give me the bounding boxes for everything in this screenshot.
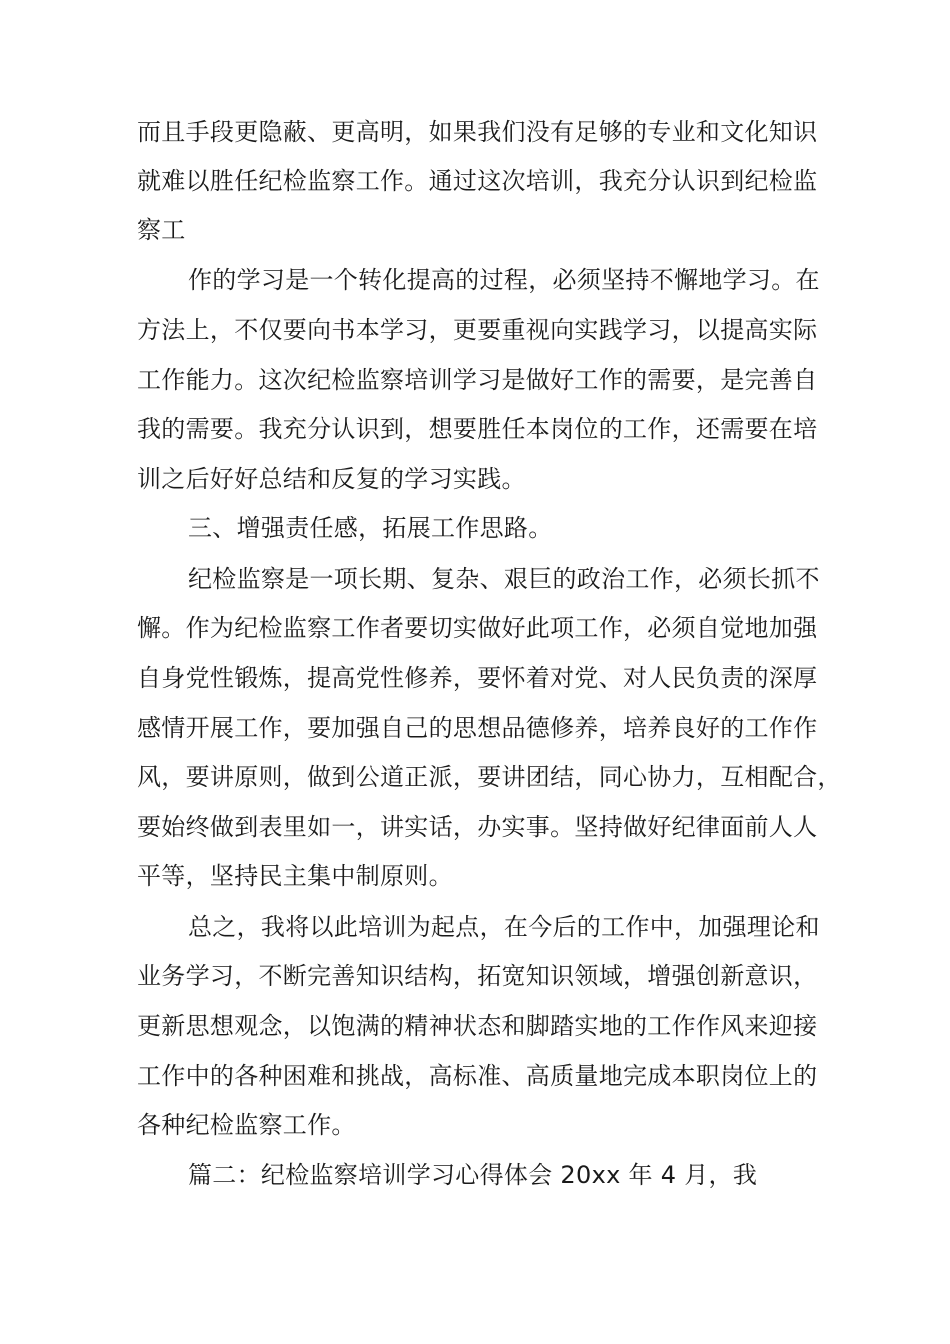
paragraph-line: 训之后好好总结和反复的学习实践。 <box>137 465 526 493</box>
paragraph-line: 风，要讲原则，做到公道正派，要讲团结，同心协力，互相配合， <box>137 763 842 791</box>
section-heading: 三、增强责任感，拓展工作思路。 <box>188 514 553 542</box>
paragraph-line: 更新思想观念，以饱满的精神状态和脚踏实地的工作作风来迎接 <box>137 1012 818 1040</box>
paragraph-line: 总之，我将以此培训为起点，在今后的工作中，加强理论和 <box>188 913 820 941</box>
paragraph-line: 而且手段更隐蔽、更高明，如果我们没有足够的专业和文化知识 <box>137 118 818 146</box>
paragraph-line: 各种纪检监察工作。 <box>137 1111 356 1139</box>
paragraph-line: 感情开展工作，要加强自己的思想品德修养，培养良好的工作作 <box>137 714 818 742</box>
paragraph-line: 工作能力。这次纪检监察培训学习是做好工作的需要，是完善自 <box>137 366 818 394</box>
article-heading: 篇二：纪检监察培训学习心得体会 20xx 年 4 月，我 <box>188 1161 758 1189</box>
paragraph-line: 自身党性锻炼，提高党性修养，要怀着对党、对人民负责的深厚 <box>137 664 818 692</box>
paragraph-line: 方法上，不仅要向书本学习，更要重视向实践学习，以提高实际 <box>137 316 818 344</box>
paragraph-line: 察工 <box>137 216 186 244</box>
paragraph-line: 要始终做到表里如一，讲实话，办实事。坚持做好纪律面前人人 <box>137 813 818 841</box>
paragraph-line: 作的学习是一个转化提高的过程，必须坚持不懈地学习。在 <box>188 266 820 294</box>
paragraph-line: 纪检监察是一项长期、复杂、艰巨的政治工作，必须长抓不 <box>188 565 820 593</box>
paragraph-line: 我的需要。我充分认识到，想要胜任本岗位的工作，还需要在培 <box>137 415 818 443</box>
paragraph-line: 业务学习，不断完善知识结构，拓宽知识领域，增强创新意识， <box>137 962 818 990</box>
paragraph-line: 就难以胜任纪检监察工作。通过这次培训，我充分认识到纪检监 <box>137 167 818 195</box>
paragraph-line: 工作中的各种困难和挑战，高标准、高质量地完成本职岗位上的 <box>137 1062 818 1090</box>
paragraph-line: 懈。作为纪检监察工作者要切实做好此项工作，必须自觉地加强 <box>137 614 818 642</box>
paragraph-line: 平等，坚持民主集中制原则。 <box>137 862 453 890</box>
